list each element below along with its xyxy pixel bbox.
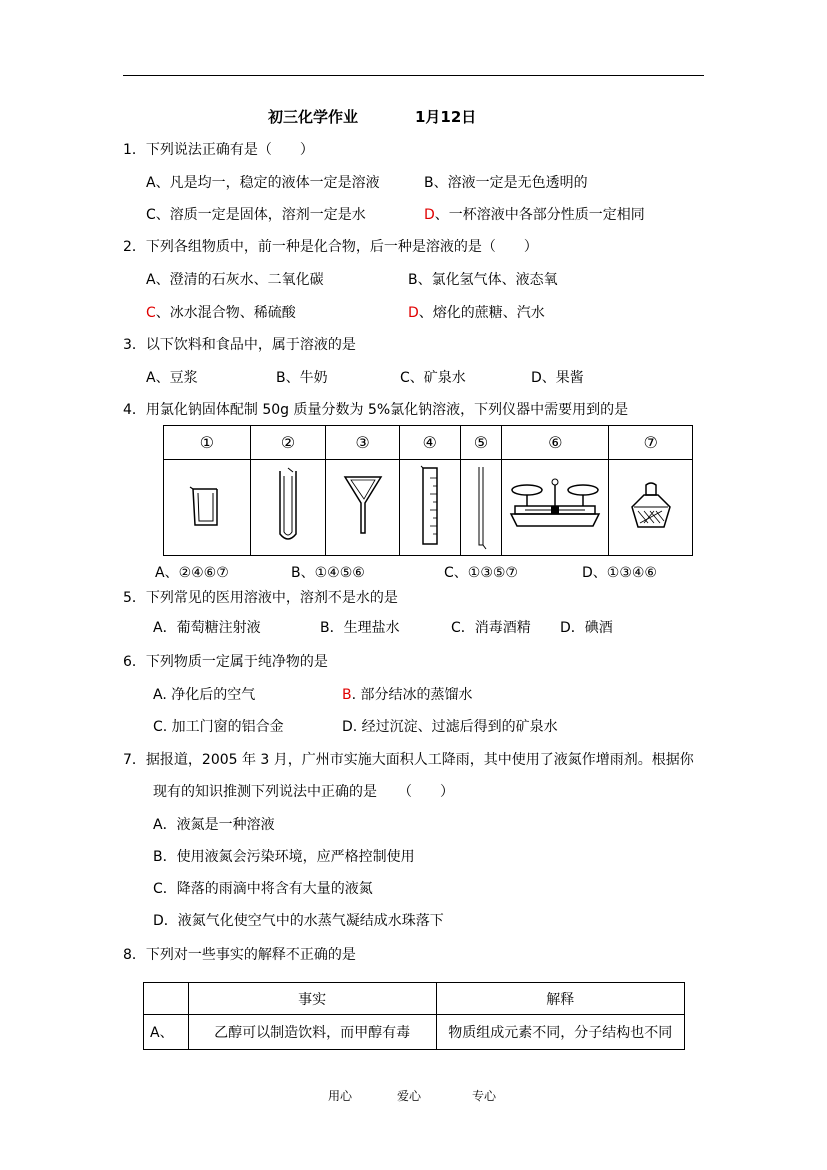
q3-option-b: B、牛奶 [276,370,328,386]
q1-option-a: A、凡是均一，稳定的液体一定是溶液 [146,175,380,191]
q4-header-6: ⑥ [502,426,609,460]
funnel-icon [343,473,383,539]
q4-option-a: A、②④⑥⑦ [155,565,229,581]
glass-rod-cell [460,460,502,556]
balance-cell [502,460,609,556]
q4-option-d: D、①③④⑥ [582,565,657,581]
q6-option-d: D. 经过沉淀、过滤后得到的矿泉水 [342,719,558,735]
q4-instrument-table [163,425,693,556]
q3-option-a: A、豆浆 [146,370,198,386]
q8-row-a-fact: 乙醇可以制造饮料，而甲醇有毒 [188,1015,436,1050]
q6-stem: 6．下列物质一定属于纯净物的是 [123,654,328,670]
q4-header-2: ② [250,426,326,460]
q4-stem: 4．用氯化钠固体配制 50g 质量分数为 5%氯化钠溶液，下列仪器中需要用到的是 [123,402,629,418]
q8-row-a-label: A、 [144,1015,189,1050]
q4-header-1: ① [164,426,251,460]
q5-option-a: A．葡萄糖注射液 [153,620,261,636]
q3-option-c: C、矿泉水 [400,370,466,386]
q2-option-b: B、氯化氢气体、液态氧 [408,272,558,288]
q7-option-b: B．使用液氮会污染环境，应严格控制使用 [153,849,415,865]
graduated-cylinder-icon [418,464,442,548]
q4-option-c: C、①③⑤⑦ [444,565,518,581]
q1-option-c: C、溶质一定是固体，溶剂一定是水 [146,207,366,223]
test-tube-cell [250,460,326,556]
q7-option-a: A．液氮是一种溶液 [153,817,275,833]
q6-option-b [342,684,473,704]
page-title: 初三化学作业 [268,108,359,126]
q7-option-c: C．降落的雨滴中将含有大量的液氮 [153,881,373,897]
q5-stem: 5．下列常见的医用溶液中，溶剂不是水的是 [123,590,398,606]
q8-table [143,982,685,1050]
q2-option-d [408,302,545,322]
q1-option-d [424,204,645,224]
glass-rod-icon [474,461,488,551]
funnel-cell [326,460,400,556]
q5-option-d: D．碘酒 [560,620,613,636]
q1-stem: 1．下列说法正确有是（ ） [123,142,314,158]
beaker-cell [164,460,251,556]
q4-header-7: ⑦ [609,426,693,460]
q8-row-a-explain: 物质组成元素不同，分子结构也不同 [436,1015,684,1050]
q5-option-b: B．生理盐水 [320,620,400,636]
footer-item-3: 专心 [472,1089,497,1103]
q2-option-d-text: 、熔化的蔗糖、汽水 [418,305,545,321]
graduated-cylinder-cell [399,460,460,556]
alcohol-lamp-cell [609,460,693,556]
q2-option-a: A、澄清的石灰水、二氧化碳 [146,272,324,288]
q1-option-d-letter: D [424,207,435,223]
q8-stem: 8．下列对一些事实的解释不正确的是 [123,947,356,963]
header-rule [123,75,704,76]
q4-header-5: ⑤ [460,426,502,460]
q6-option-b-letter: B [342,687,352,703]
q1-option-b: B、溶液一定是无色透明的 [424,175,588,191]
balance-icon [507,476,603,536]
q7-option-d: D．液氮气化使空气中的水蒸气凝结成水珠落下 [153,913,444,929]
q2-option-c-text: 、冰水混合物、稀硫酸 [155,305,296,321]
q7-stem-line1: 7．据报道，2005 年 3 月，广州市实施大面积人工降雨，其中使用了液氮作增雨剂。根据你 [123,752,694,768]
test-tube-icon [273,466,303,546]
footer-item-2: 爱心 [397,1089,422,1103]
q2-stem: 2．下列各组物质中，前一种是化合物，后一种是溶液的是（ ） [123,239,538,255]
q4-option-b: B、①④⑤⑥ [291,565,365,581]
q5-option-c: C．消毒酒精 [451,620,531,636]
q2-option-d-letter: D [408,305,419,321]
q6-option-a: A. 净化后的空气 [153,687,256,703]
q4-header-3: ③ [326,426,400,460]
q8-header-fact: 事实 [188,983,436,1015]
q6-option-b-text: . 部分结冰的蒸馏水 [351,687,473,703]
alcohol-lamp-icon [626,481,676,531]
q6-option-c: C. 加工门窗的铝合金 [153,719,284,735]
q2-option-c-letter: C [146,305,156,321]
beaker-icon [187,481,227,531]
footer-item-1: 用心 [328,1089,353,1103]
q1-option-d-text: 、一杯溶液中各部分性质一定相同 [434,207,645,223]
page-date: 1月12日 [415,108,477,126]
q3-stem: 3．以下饮料和食品中，属于溶液的是 [123,337,356,353]
q2-option-c [146,302,296,322]
q7-stem-line2: 现有的知识推测下列说法中正确的是 （ ） [153,784,454,800]
q4-header-4: ④ [399,426,460,460]
q3-option-d: D、果酱 [531,370,584,386]
q8-header-explain: 解释 [436,983,684,1015]
q8-header-blank [144,983,189,1015]
